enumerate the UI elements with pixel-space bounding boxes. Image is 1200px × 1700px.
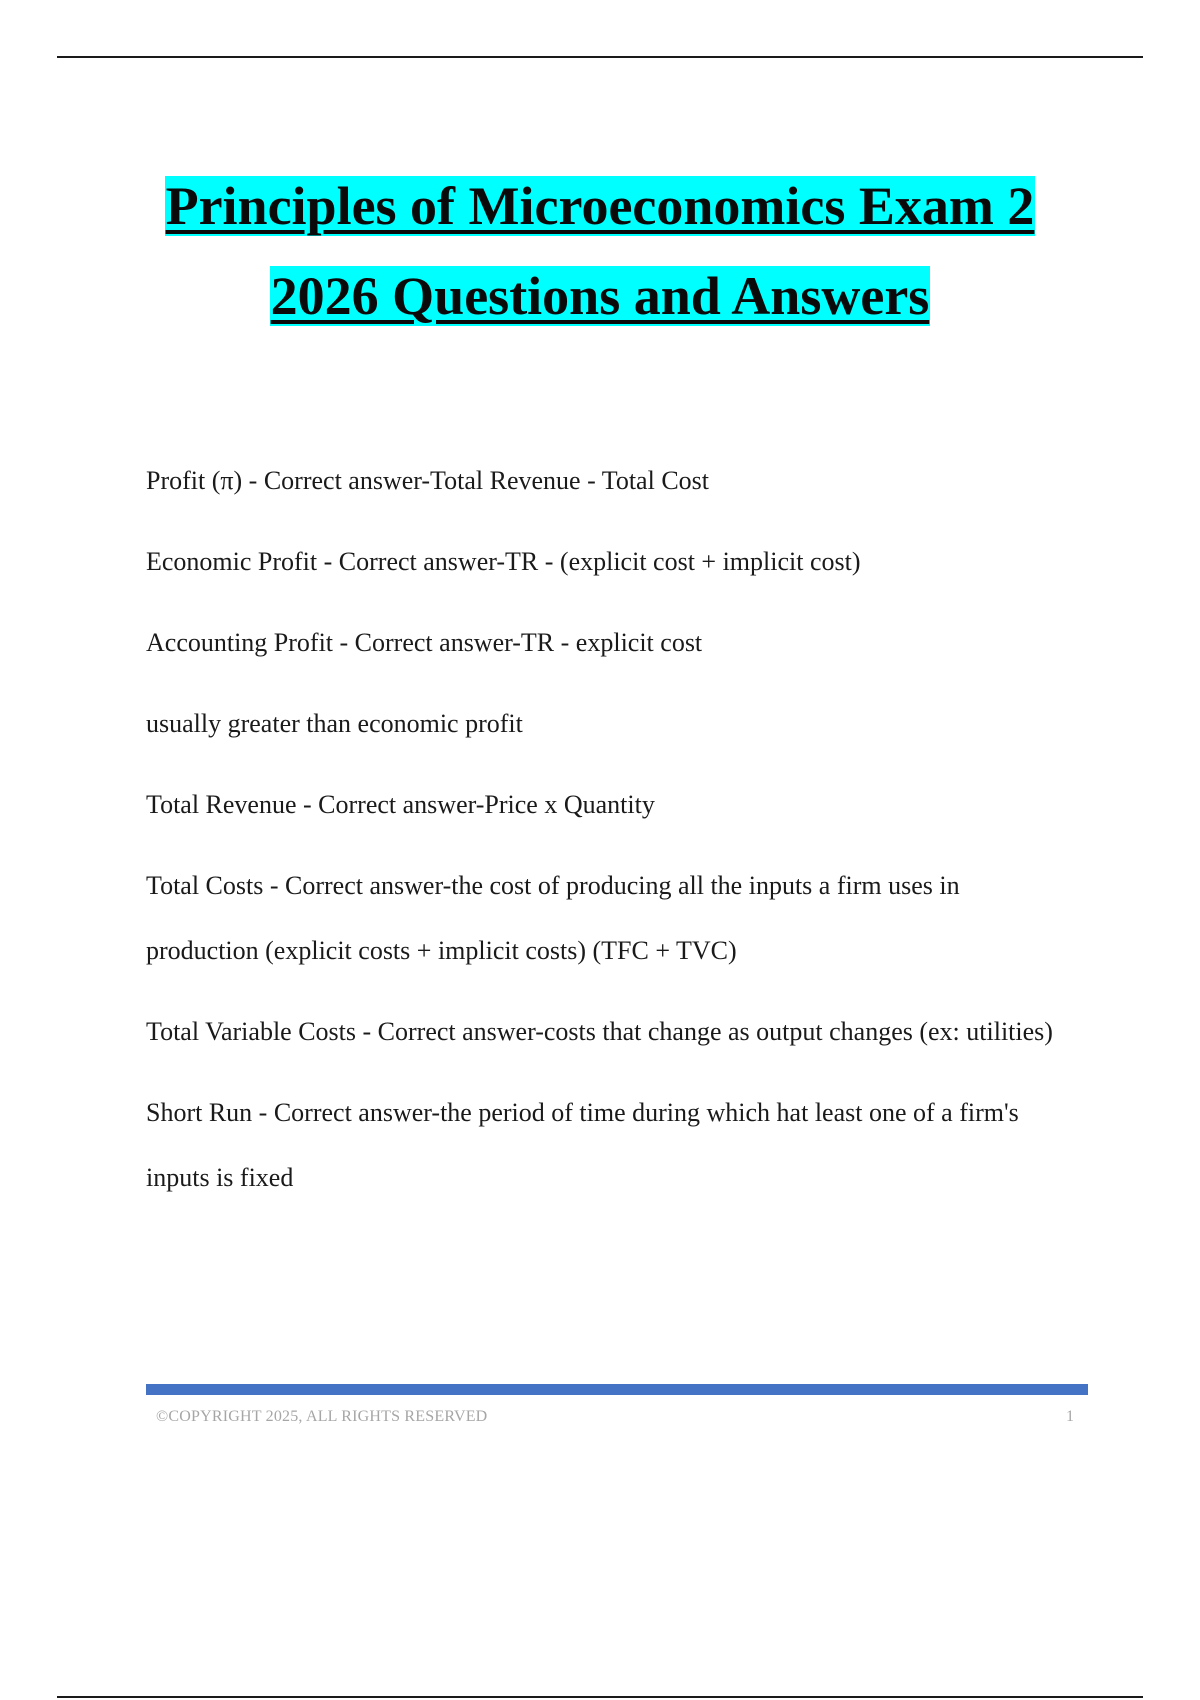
qa-entry: Short Run - Correct answer-the period of time during which hat least one of a firm's inputs is fixed — [146, 1098, 1019, 1192]
document-title — [0, 176, 1200, 326]
qa-entry: Total Costs - Correct answer-the cost of producing all the inputs a firm uses in production (explicit costs + implicit costs) (TFC + TVC) — [146, 871, 960, 965]
page-number: 1 — [1066, 1408, 1074, 1425]
qa-entry: Economic Profit - Correct answer-TR - (explicit cost + implicit cost) — [146, 547, 861, 576]
footer-divider — [146, 1384, 1088, 1395]
bottom-rule — [57, 1696, 1143, 1698]
title-line-2: 2026 Questions and Answers — [270, 266, 930, 326]
qa-entry: Total Variable Costs - Correct answer-costs that change as output changes (ex: utilities) — [146, 1017, 1053, 1046]
qa-list — [146, 448, 1066, 1226]
qa-entry: Accounting Profit - Correct answer-TR - explicit cost — [146, 628, 703, 657]
title-line-1: Principles of Microeconomics Exam 2 — [165, 176, 1035, 236]
copyright-notice: ©COPYRIGHT 2025, ALL RIGHTS RESERVED — [156, 1408, 488, 1425]
qa-entry: Profit (π) - Correct answer-Total Revenue - Total Cost — [146, 466, 709, 495]
top-rule — [57, 56, 1143, 58]
qa-entry: Total Revenue - Correct answer-Price x Quantity — [146, 790, 655, 819]
qa-entry: usually greater than economic profit — [146, 709, 523, 738]
